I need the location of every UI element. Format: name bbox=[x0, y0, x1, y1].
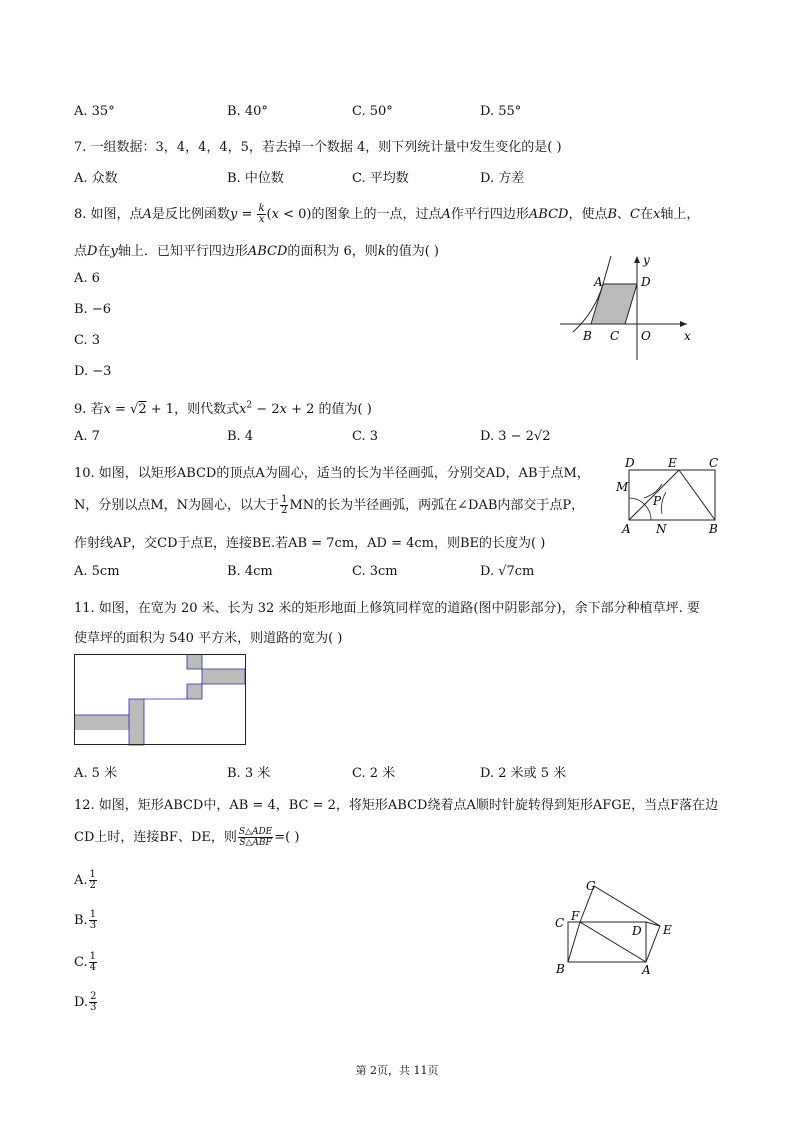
label-d: D bbox=[632, 924, 642, 938]
q12-stem-line1: 12. 如图，矩形ABCD中，AB = 4，BC = 2，将矩形ABCD绕着点A顺时针旋转得到矩形AFGE，当点F落在边 bbox=[74, 798, 719, 813]
q8-option-b: B. −6 bbox=[74, 302, 111, 317]
label-a: A bbox=[642, 963, 651, 977]
label-b: B bbox=[583, 329, 592, 343]
q11-stem-line1: 11. 如图，在宽为 20 米、长为 32 米的矩形地面上修筑同样宽的道路(图中阴影部分)，余下部分种植草坪. 要 bbox=[74, 601, 700, 616]
label-c: C bbox=[555, 916, 565, 930]
q12-option-c: C. $\frac{1}{4}$ bbox=[74, 951, 96, 973]
segment-de bbox=[646, 922, 660, 926]
k-over-x-fraction: $\frac{k}{x}$ bbox=[258, 203, 265, 225]
label-e: E bbox=[663, 923, 672, 937]
q11-figure bbox=[74, 654, 248, 746]
q8-option-c: C. 3 bbox=[74, 333, 101, 348]
area-ratio-fraction: $\frac{\text{S△ADE}}{\text{S△ABF}}$ bbox=[238, 827, 273, 848]
q8-figure bbox=[555, 252, 695, 362]
q6-option-d: D. 55° bbox=[480, 104, 522, 119]
label-e: E bbox=[668, 456, 677, 470]
q8-stem-line2: 点D在y轴上．已知平行四边形ABCD的面积为 6，则k的值为( ) bbox=[74, 244, 439, 259]
rectangle-afge bbox=[580, 886, 660, 962]
q12-stem-line2: CD上时，连接BF、DE，则 $\frac{\text{S△ADE}}{\text{S△ABF}}$ =( ) bbox=[74, 827, 300, 848]
lawn-rectangle bbox=[75, 655, 246, 745]
q7-option-b: B. 中位数 bbox=[227, 171, 284, 186]
label-d: D bbox=[641, 275, 651, 289]
q10-option-b: B. 4cm bbox=[227, 564, 273, 579]
q7-option-d: D. 方差 bbox=[480, 171, 525, 186]
q8-stem-line1: 8. 如图，点A是反比例函数y = $\frac{k}{x}$ (x < 0)的图象上的一点，过点A作平行四边形ABCD，使点B、C在x轴上， bbox=[74, 203, 700, 225]
label-a: A bbox=[622, 522, 631, 536]
one-half-fraction: $\frac{1}{2}$ bbox=[281, 494, 288, 516]
y-axis-arrow bbox=[634, 256, 640, 263]
label-n: N bbox=[656, 522, 667, 536]
q10-option-d: D. √7cm bbox=[480, 564, 535, 579]
q6-option-c: C. 50° bbox=[352, 104, 393, 119]
q12-option-a: A. $\frac{1}{2}$ bbox=[74, 869, 96, 891]
q12-option-d: D. $\frac{2}{3}$ bbox=[74, 991, 97, 1013]
road-shaded bbox=[74, 654, 245, 745]
label-f: F bbox=[571, 909, 580, 923]
label-b: B bbox=[709, 522, 718, 536]
x-axis-arrow bbox=[680, 321, 687, 327]
q11-option-a: A. 5 米 bbox=[74, 766, 118, 781]
arc-from-n bbox=[662, 492, 667, 514]
q8-option-a: A. 6 bbox=[74, 271, 100, 286]
q12-figure bbox=[550, 876, 690, 980]
label-y: y bbox=[643, 253, 650, 267]
q11-option-b: B. 3 米 bbox=[227, 766, 271, 781]
q6-option-a: A. 35° bbox=[74, 104, 115, 119]
q10-option-a: A. 5cm bbox=[74, 564, 120, 579]
label-d: D bbox=[625, 456, 635, 470]
label-c: C bbox=[709, 456, 719, 470]
q7-option-a: A. 众数 bbox=[74, 171, 118, 186]
q9-stem: 9. 若x = √2 + 1，则代数式$x^2 - 2x + 2$ 的值为( ) bbox=[74, 400, 372, 417]
label-m: M bbox=[616, 480, 629, 494]
q7-option-c: C. 平均数 bbox=[352, 171, 409, 186]
q11-option-d: D. 2 米或 5 米 bbox=[480, 766, 567, 781]
q10-option-c: C. 3cm bbox=[352, 564, 398, 579]
label-a: A bbox=[594, 275, 603, 289]
label-b: B bbox=[556, 962, 565, 976]
label-p: P bbox=[653, 494, 662, 508]
q12-option-b: B. $\frac{1}{3}$ bbox=[74, 909, 97, 931]
label-g: G bbox=[586, 879, 596, 893]
segment-be bbox=[679, 470, 715, 520]
q9-option-a: A. 7 bbox=[74, 429, 100, 444]
road-outline bbox=[74, 654, 245, 745]
q10-figure bbox=[612, 454, 724, 538]
q7-stem: 7. 一组数据：3，4，4，4，5，若去掉一个数据 4，则下列统计量中发生变化的是( ) bbox=[74, 140, 562, 155]
q10-stem-line1: 10. 如图，以矩形ABCD的顶点A为圆心，适当的长为半径画弧，分别交AD，AB于点M， bbox=[74, 466, 590, 481]
q8-option-d: D. −3 bbox=[74, 364, 112, 379]
q6-option-b: B. 40° bbox=[227, 104, 268, 119]
page-footer: 第 2页，共 11页 bbox=[355, 1064, 439, 1077]
label-x: x bbox=[684, 329, 691, 343]
parallelogram-abcd bbox=[591, 284, 637, 324]
q9-option-c: C. 3 bbox=[352, 429, 379, 444]
q9-option-d: D. 3 − 2√2 bbox=[480, 429, 551, 444]
q10-stem-line3: 作射线AP，交CD于点E，连接BE.若AB = 7cm，AD = 4cm，则BE的长度为( ) bbox=[74, 536, 546, 551]
label-c: C bbox=[610, 329, 620, 343]
q11-stem-line2: 使草坪的面积为 540 平方米，则道路的宽为( ) bbox=[74, 631, 343, 646]
q10-stem-line2: N，分别以点M，N为圆心，以大于 $\frac{1}{2}$ MN的长为半径画弧，两弧在∠DAB内部交于点P， bbox=[74, 494, 585, 516]
q9-option-b: B. 4 bbox=[227, 429, 254, 444]
segment-bf bbox=[568, 922, 580, 962]
q11-option-c: C. 2 米 bbox=[352, 766, 396, 781]
label-o: O bbox=[641, 329, 651, 343]
